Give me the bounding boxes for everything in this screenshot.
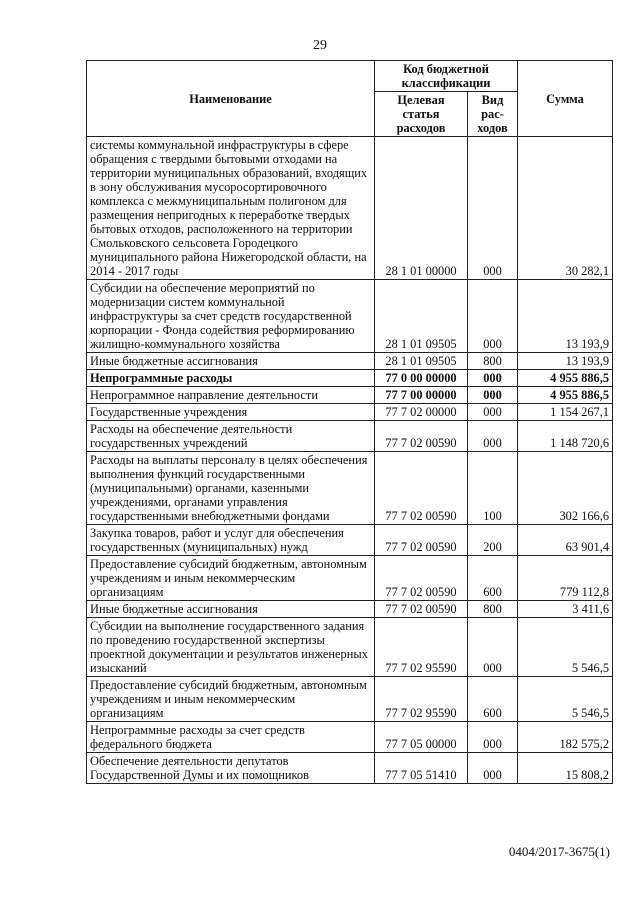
table-row [87,556,613,601]
table-row [87,404,613,421]
row-expense-type: 000 [468,370,518,387]
row-name: Иные бюджетные ассигнования [87,353,375,370]
row-expense-type: 000 [468,722,518,753]
row-name: Расходы на выплаты персоналу в целях обеспечения выполнения функций государственными (муниципальными) органами, казенными учреждениями, органами управления государственными внебюджетными фондами [87,452,375,525]
row-amount: 5 546,5 [518,677,613,722]
row-target-article: 77 7 00 00000 [375,387,468,404]
row-expense-type: 000 [468,404,518,421]
row-target-article: 77 7 05 51410 [375,753,468,784]
table-row [87,353,613,370]
row-name: Субсидии на выполнение государственного задания по проведению государственной экспертизы проектной документации и результатов инженерных изысканий [87,618,375,677]
row-name: Непрограммные расходы [87,370,375,387]
table-row [87,387,613,404]
row-expense-type: 000 [468,387,518,404]
row-amount: 302 166,6 [518,452,613,525]
row-name: Иные бюджетные ассигнования [87,601,375,618]
budget-table [86,60,613,784]
row-expense-type: 000 [468,618,518,677]
table-body [87,137,613,784]
header-name: Наименование [87,61,375,137]
table-header [87,61,613,137]
row-target-article: 77 7 02 00590 [375,452,468,525]
row-expense-type: 100 [468,452,518,525]
row-expense-type: 000 [468,421,518,452]
row-expense-type: 800 [468,601,518,618]
row-name: Непрограммные расходы за счет средств федерального бюджета [87,722,375,753]
table-row [87,753,613,784]
row-amount: 1 154 267,1 [518,404,613,421]
row-amount: 15 808,2 [518,753,613,784]
table-row [87,280,613,353]
row-expense-type: 800 [468,353,518,370]
row-target-article: 77 7 02 00590 [375,525,468,556]
row-expense-type: 000 [468,137,518,280]
table-row [87,452,613,525]
row-target-article: 28 1 01 09505 [375,353,468,370]
row-amount: 13 193,9 [518,353,613,370]
table-row [87,618,613,677]
header-amount: Сумма [518,61,613,137]
row-amount: 1 148 720,6 [518,421,613,452]
row-amount: 779 112,8 [518,556,613,601]
row-name: Непрограммное направление деятельности [87,387,375,404]
row-target-article: 77 7 02 95590 [375,618,468,677]
row-amount: 13 193,9 [518,280,613,353]
row-target-article: 77 7 02 95590 [375,677,468,722]
row-expense-type: 600 [468,677,518,722]
header-expense-type: Вид рас-ходов [468,92,518,137]
row-expense-type: 000 [468,753,518,784]
row-expense-type: 000 [468,280,518,353]
table-row [87,601,613,618]
row-expense-type: 200 [468,525,518,556]
row-name: Расходы на обеспечение деятельности государственных учреждений [87,421,375,452]
row-target-article: 28 1 01 09505 [375,280,468,353]
header-code-group: Код бюджетной классификации [375,61,518,92]
header-target-article: Целевая статья расходов [375,92,468,137]
table-row [87,677,613,722]
row-amount: 4 955 886,5 [518,370,613,387]
row-name: Закупка товаров, работ и услуг для обеспечения государственных (муниципальных) нужд [87,525,375,556]
document-id: 0404/2017-3675(1) [508,844,610,859]
row-amount: 4 955 886,5 [518,387,613,404]
page-number: 29 [313,38,327,53]
table-row [87,421,613,452]
table-row [87,370,613,387]
row-name: Субсидии на обеспечение мероприятий по модернизации систем коммунальной инфраструктуры за счет средств государственной корпорации - Фонда содействия реформированию жилищно-коммунального хозяйства [87,280,375,353]
row-name: Предоставление субсидий бюджетным, автономным учреждениям и иным некоммерческим организациям [87,556,375,601]
row-target-article: 77 7 02 00590 [375,421,468,452]
row-target-article: 77 7 05 00000 [375,722,468,753]
row-name: системы коммунальной инфраструктуры в сфере обращения с твердыми бытовыми отходами на территории муниципальных образований, входящих в зону обслуживания мусоросортировочного комплекса с межмуниципальным полигоном для размещения непригодных к переработке твердых бытовых отходов, расположенного на территории Смольковского сельсовета Городецкого муниципального района Нижегородской области, на 2014 - 2017 годы [87,137,375,280]
row-name: Обеспечение деятельности депутатов Государственной Думы и их помощников [87,753,375,784]
row-amount: 182 575,2 [518,722,613,753]
row-target-article: 77 0 00 00000 [375,370,468,387]
row-amount: 30 282,1 [518,137,613,280]
table-row [87,525,613,556]
row-name: Предоставление субсидий бюджетным, автономным учреждениям и иным некоммерческим организациям [87,677,375,722]
row-amount: 3 411,6 [518,601,613,618]
row-expense-type: 600 [468,556,518,601]
row-amount: 5 546,5 [518,618,613,677]
table-row [87,137,613,280]
row-target-article: 77 7 02 00000 [375,404,468,421]
row-target-article: 77 7 02 00590 [375,556,468,601]
row-name: Государственные учреждения [87,404,375,421]
row-target-article: 77 7 02 00590 [375,601,468,618]
row-amount: 63 901,4 [518,525,613,556]
row-target-article: 28 1 01 00000 [375,137,468,280]
table-row [87,722,613,753]
